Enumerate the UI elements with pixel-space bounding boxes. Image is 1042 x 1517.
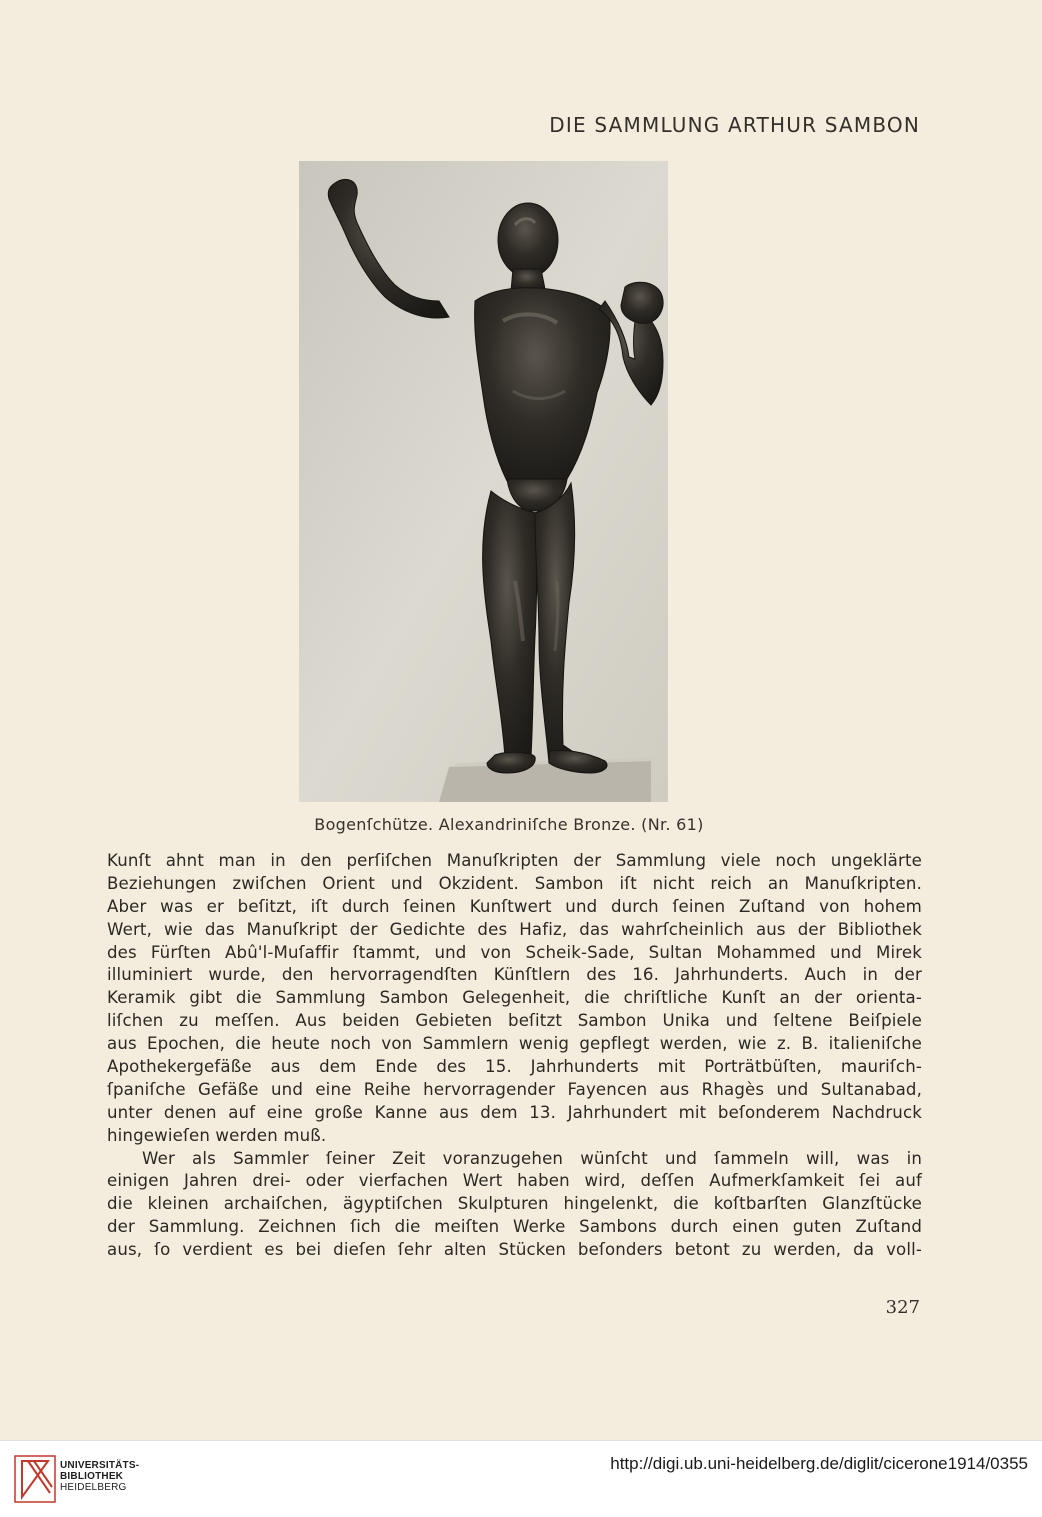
text-line: der Sammlung. Zeichnen ſich die meiſten Werke Sambons durch einen guten Zuſtand (107, 1217, 922, 1237)
page-number: 327 (885, 1297, 920, 1318)
bronze-archer-image (299, 161, 668, 802)
body-text (107, 850, 922, 1262)
text-line: des Fürſten Abû'l-Muſaffir ſtammt, und von Scheik-Sade, Sultan Mohammed und Mirek (107, 942, 922, 962)
text-line: Beziehungen zwiſchen Orient und Okzident. Sambon iſt nicht reich an Manuſkripten. (107, 873, 922, 893)
text-line: liſchen zu meſſen. Aus beiden Gebieten beſitzt Sambon Unika und ſeltene Beiſpiele (107, 1011, 922, 1031)
text-line: die kleinen archaiſchen, ägyptiſchen Skulpturen hingelenkt, die koſtbarſten Glanzſtücke (107, 1194, 922, 1214)
text-line: einigen Jahren drei- oder vierfachen Wert haben wird, deſſen Aufmerkſamkeit ſei auf (107, 1171, 922, 1191)
text-line: Wer als Sammler ſeiner Zeit voranzugehen wünſcht und ſammeln will, was in (142, 1148, 922, 1168)
permalink-url[interactable]: http://digi.ub.uni-heidelberg.de/diglit/cicerone1914/0355 (610, 1454, 1028, 1473)
library-name[interactable] (60, 1460, 139, 1493)
statue-photograph (299, 161, 668, 802)
text-line: Apothekergefäße aus dem Ende des 15. Jahrhunderts mit Porträtbüſten, mauriſch- (107, 1057, 922, 1077)
text-line: Kunſt ahnt man in den perſiſchen Manuſkripten der Sammlung viele noch ungeklärte (107, 851, 922, 870)
footer-bar (0, 1440, 1042, 1517)
text-line: unter denen auf eine große Kanne aus dem 13. Jahrhundert mit beſonderem Nachdruck (107, 1102, 922, 1122)
text-line: ſpaniſche Gefäße und eine Reihe hervorragender Fayencen aus Rhagès und Sultanabad, (107, 1079, 922, 1099)
text-line: hingewieſen werden muß. (107, 1125, 327, 1145)
text-line: Aber was er beſitzt, iſt durch ſeinen Kunſtwert und durch ſeinen Zuſtand von hohem (107, 896, 922, 916)
text-line: illuminiert wurde, den hervorragendſten Künſtlern des 16. Jahrhunderts. Auch in der (107, 965, 922, 985)
library-name-line1: UNIVERSITÄTS- (60, 1460, 140, 1471)
library-name-line2: BIBLIOTHEK (60, 1471, 124, 1482)
text-line: aus, ſo verdient es bei dieſen ſehr alten Stücken beſonders betont zu werden, da voll- (107, 1240, 922, 1260)
running-head: DIE SAMMLUNG ARTHUR SAMBON (549, 113, 920, 137)
library-name-line3: HEIDELBERG (60, 1482, 127, 1493)
text-line: Keramik gibt die Sammlung Sambon Gelegenheit, die chriſtliche Kunſt an der orienta- (107, 988, 922, 1008)
library-logo-icon[interactable] (14, 1455, 56, 1503)
text-line: aus Epochen, die heute noch von Sammlern wenig gepflegt werden, wie z. B. italieniſche (107, 1034, 922, 1054)
text-line: Wert, wie das Manuſkript der Gedichte des Hafiz, das wahrſcheinlich aus der Bibliothek (107, 919, 922, 939)
figure-caption: Bogenſchütze. Alexandriniſche Bronze. (Nr. 61) (314, 815, 704, 834)
